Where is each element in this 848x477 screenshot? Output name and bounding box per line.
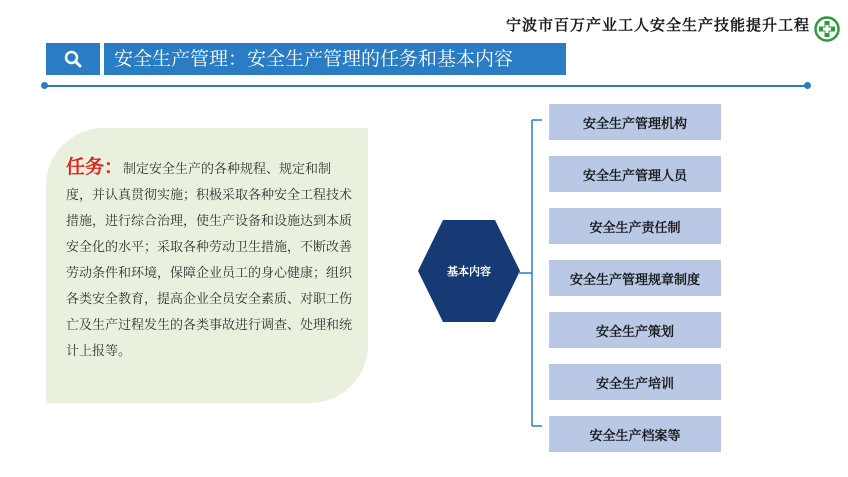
- content-item: 安全生产管理机构: [549, 104, 721, 140]
- green-cross-logo-icon: [814, 16, 840, 42]
- content-item: 安全生产管理规章制度: [549, 260, 721, 296]
- content-item: 安全生产档案等: [549, 416, 721, 452]
- divider-dot-left: [41, 82, 48, 89]
- center-label: 基本内容: [447, 265, 491, 278]
- task-paragraph: [66, 154, 354, 365]
- project-title: 宁波市百万产业工人安全生产技能提升工程: [505, 16, 810, 34]
- content-item: 安全生产策划: [549, 312, 721, 348]
- divider-dot-right: [804, 82, 811, 89]
- header-divider: [44, 85, 808, 87]
- content-item: 安全生产培训: [549, 364, 721, 400]
- search-badge: [46, 43, 100, 75]
- content-item: 安全生产责任制: [549, 208, 721, 244]
- task-text: 制定安全生产的各种规程、规定和制度，并认真贯彻实施；积极采取各种安全工程技术措施，进行综合治理，使生产设备和设施达到本质安全化的水平；采取各种劳动卫生措施，不断改善劳动条件和环境，保障企业员工的身心健康；组织各类安全教育，提高企业全员安全素质、对职工伤亡及生产过程发生的各类事故进行调查、处理和统计上报等。: [66, 162, 353, 359]
- task-card: [46, 128, 368, 403]
- content-item: 安全生产管理人员: [549, 156, 721, 192]
- task-label: 任务：: [66, 156, 124, 178]
- slide-title: 安全生产管理：安全生产管理的任务和基本内容: [104, 43, 566, 75]
- search-icon: [63, 49, 83, 69]
